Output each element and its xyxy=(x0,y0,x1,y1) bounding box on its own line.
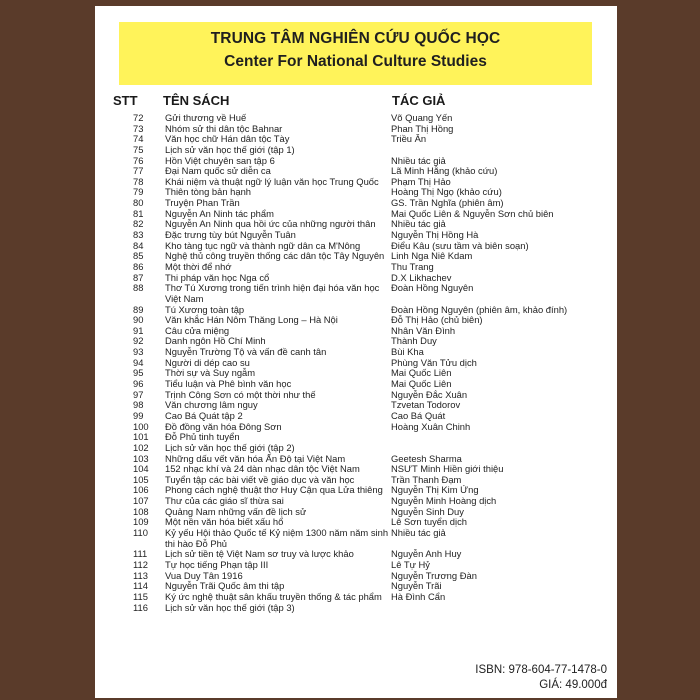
book-number: 75 xyxy=(133,143,144,155)
book-title: Khái niệm và thuật ngữ lý luận văn học Trung Quốc xyxy=(165,175,379,187)
book-title: Nguyễn An Ninh tác phẩm xyxy=(165,207,274,219)
book-list xyxy=(95,113,617,613)
book-title: Văn chương lâm nguy xyxy=(165,399,258,411)
title-header: TÊN SÁCH xyxy=(163,93,230,108)
book-title: Nguyễn Trường Tộ và vấn đề canh tân xyxy=(165,346,327,358)
book-number: 101 xyxy=(133,431,149,443)
book-number: 98 xyxy=(133,399,144,411)
book-title: Kho tàng tục ngữ và thành ngữ dân ca M'Nông xyxy=(165,239,361,251)
book-number: 76 xyxy=(133,154,144,166)
book-author: Phan Thị Hồng xyxy=(391,123,454,134)
book-number: 95 xyxy=(133,367,144,379)
book-title: Nguyễn An Ninh qua hồi ức của những người thân xyxy=(165,218,376,230)
book-number: 83 xyxy=(133,229,144,241)
book-number: 107 xyxy=(133,495,149,507)
book-title: Kỷ yếu Hội thảo Quốc tế Kỷ niệm 1300 năm năm sinh thi hào Đỗ Phủ xyxy=(165,527,389,549)
book-title: Nhóm sử thi dân tộc Bahnar xyxy=(165,122,283,134)
book-row xyxy=(95,443,617,454)
book-number: 102 xyxy=(133,441,149,453)
book-author: Điểu Kâu (sưu tầm và biên soạn) xyxy=(391,240,529,251)
book-title: Những dấu vết văn hóa Ấn Độ tại Việt Nam xyxy=(165,452,346,464)
book-number: 85 xyxy=(133,250,144,262)
book-author: Linh Nga Niê Kdam xyxy=(391,251,473,262)
isbn: ISBN: 978-604-77-1478-0 xyxy=(475,664,607,676)
book-author: Nguyễn Thị Kim Ửng xyxy=(391,485,479,496)
book-number: 106 xyxy=(133,484,149,496)
book-title: Tú Xương toàn tập xyxy=(165,303,245,315)
book-number: 74 xyxy=(133,133,144,145)
book-number: 108 xyxy=(133,505,149,517)
book-title: Đồ đồng văn hóa Đông Sơn xyxy=(165,420,282,432)
book-author: Mai Quốc Liên xyxy=(391,379,452,390)
book-title: Vua Duy Tân 1916 xyxy=(165,569,243,581)
book-author: Nguyễn Minh Hoàng dịch xyxy=(391,496,497,507)
book-row xyxy=(95,560,617,571)
book-title: Lịch sử văn học thế giới (tập 2) xyxy=(165,441,295,453)
book-title: Thời sự và Suy ngẫm xyxy=(165,367,256,379)
book-number: 80 xyxy=(133,197,144,209)
book-row xyxy=(95,262,617,273)
book-title: Thư của các giáo sĩ thừa sai xyxy=(165,495,284,507)
book-number: 82 xyxy=(133,218,144,230)
book-author: Triều Ân xyxy=(391,134,427,145)
column-headers xyxy=(95,89,617,111)
book-author: Geetesh Sharma xyxy=(391,453,462,464)
book-number: 100 xyxy=(133,420,149,432)
book-number: 114 xyxy=(133,580,148,592)
book-title: Danh ngôn Hồ Chí Minh xyxy=(165,335,266,347)
book-row xyxy=(95,411,617,422)
back-cover xyxy=(95,6,617,698)
price: GIÁ: 49.000đ xyxy=(539,679,607,691)
book-number: 89 xyxy=(133,303,144,315)
book-number: 94 xyxy=(133,356,144,368)
book-author: Võ Quang Yến xyxy=(391,113,453,123)
book-title: Đặc trưng tùy bút Nguyễn Tuân xyxy=(165,229,296,241)
book-title: Văn khắc Hán Nôm Thăng Long – Hà Nội xyxy=(165,314,338,326)
book-author: Hoàng Xuân Chinh xyxy=(391,421,471,432)
book-number: 90 xyxy=(133,314,144,326)
book-title: Ký ức nghệ thuật sân khấu truyền thống & tác phẩm xyxy=(165,590,382,602)
book-author: Mai Quốc Liên xyxy=(391,368,452,379)
book-author: Đoàn Hồng Nguyên xyxy=(391,283,474,294)
book-author: Thu Trang xyxy=(391,261,434,272)
book-number: 72 xyxy=(133,112,144,123)
book-title: Thơ Tú Xương trong tiến trình hiện đại hóa văn học Việt Nam xyxy=(165,282,380,304)
book-author: Đỗ Thị Hảo (chủ biên) xyxy=(391,315,483,326)
book-number: 110 xyxy=(133,527,148,538)
book-number: 109 xyxy=(133,516,149,528)
book-author: Đoàn Hồng Nguyên (phiên âm, khảo đính) xyxy=(391,304,568,315)
book-author: Cao Bá Quát xyxy=(391,410,446,421)
book-number: 116 xyxy=(133,601,148,613)
book-author: Lê Sơn tuyển dịch xyxy=(391,517,467,528)
book-author: Nhiều tác giả xyxy=(391,155,446,166)
book-author: GS. Trần Nghĩa (phiên âm) xyxy=(391,198,504,209)
book-author: Lã Minh Hằng (khảo cứu) xyxy=(391,166,498,177)
book-row xyxy=(95,145,617,156)
book-number: 103 xyxy=(133,452,149,464)
book-title: Quảng Nam những vấn đề lịch sử xyxy=(165,505,307,517)
book-number: 93 xyxy=(133,346,144,358)
book-title: Lịch sử văn học thế giới (tập 3) xyxy=(165,601,295,613)
book-number: 112 xyxy=(133,558,148,570)
book-title: Phong cách nghệ thuật thơ Huy Cận qua Lửa thiêng xyxy=(165,484,383,496)
book-number: 73 xyxy=(133,122,144,134)
center-title-en: Center For National Culture Studies xyxy=(224,53,487,70)
book-author: Nguyễn Thị Hồng Hà xyxy=(391,230,479,241)
book-author: Nguyễn Trãi xyxy=(391,581,442,592)
book-number: 88 xyxy=(133,282,144,294)
book-number: 113 xyxy=(133,569,148,581)
book-row xyxy=(95,592,617,603)
header-band xyxy=(119,22,592,85)
book-number: 81 xyxy=(133,207,144,219)
book-title: Người di dép cao su xyxy=(165,356,250,368)
book-title: Thi pháp văn học Nga cổ xyxy=(165,271,270,283)
book-author: Mai Quốc Liên & Nguyễn Sơn chủ biên xyxy=(391,208,554,219)
book-number: 104 xyxy=(133,463,149,475)
book-author: Thành Duy xyxy=(391,336,437,347)
book-title: 152 nhạc khí và 24 dàn nhạc dân tộc Việt Nam xyxy=(165,463,360,475)
book-number: 79 xyxy=(133,186,144,198)
book-title: Nguyễn Trãi Quốc âm thi tập xyxy=(165,580,285,592)
book-number: 105 xyxy=(133,473,149,485)
book-title: Trịnh Công Sơn có một thời như thế xyxy=(165,388,316,400)
book-number: 92 xyxy=(133,335,144,347)
book-author: Nguyễn Đắc Xuân xyxy=(391,389,468,400)
book-author: Tzvetan Todorov xyxy=(391,400,461,411)
book-title: Tiểu luận và Phê bình văn học xyxy=(165,378,292,390)
book-title: Tự học tiếng Phạn tập III xyxy=(165,558,269,570)
book-number: 111 xyxy=(133,548,148,560)
book-author: Trần Thanh Đạm xyxy=(391,474,462,485)
book-title: Lịch sử văn học thế giới (tập 1) xyxy=(165,143,295,155)
stt-header: STT xyxy=(113,93,138,108)
book-title: Thiên tòng bản hạnh xyxy=(165,186,252,198)
book-number: 91 xyxy=(133,324,144,336)
book-title: Đại Nam quốc sử diễn ca xyxy=(165,165,271,177)
book-title: Tuyển tập các bài viết về giáo dục và văn học xyxy=(165,473,355,485)
book-title: Nghệ thủ công truyền thống các dân tộc Tây Nguyên xyxy=(165,250,385,262)
book-author: D.X Likhachev xyxy=(391,272,452,283)
book-row xyxy=(95,528,617,549)
book-author: Nhân Văn Đình xyxy=(391,325,456,336)
book-number: 99 xyxy=(133,409,144,421)
book-author: Nguyễn Trương Đàn xyxy=(391,570,477,581)
book-number: 87 xyxy=(133,271,144,283)
book-number: 115 xyxy=(133,590,148,602)
book-number: 97 xyxy=(133,388,144,400)
book-author: Phùng Văn Tửu dịch xyxy=(391,357,477,368)
book-author: Lê Tự Hỷ xyxy=(391,559,430,570)
book-number: 77 xyxy=(133,165,144,177)
book-number: 96 xyxy=(133,378,144,390)
book-author: Hà Đình Cẩn xyxy=(391,591,446,602)
book-title: Hồn Việt chuyên san tập 6 xyxy=(165,154,275,166)
author-header: TÁC GIẢ xyxy=(392,93,446,108)
book-author: Nguyễn Sinh Duy xyxy=(391,506,464,517)
book-title: Cao Bá Quát tập 2 xyxy=(165,409,243,421)
book-author: NSƯT Minh Hiền giới thiệu xyxy=(391,464,504,475)
book-number: 84 xyxy=(133,239,144,251)
book-number: 78 xyxy=(133,175,144,187)
book-title: Đỗ Phủ tinh tuyển xyxy=(165,431,240,443)
book-title: Gửi thương về Huế xyxy=(165,112,247,123)
book-author: Hoàng Thị Ngọ (khảo cứu) xyxy=(391,187,502,198)
book-title: Truyện Phan Trần xyxy=(165,197,240,209)
book-author: Bùi Kha xyxy=(391,347,424,358)
center-title-vi: TRUNG TÂM NGHIÊN CỨU QUỐC HỌC xyxy=(210,30,501,47)
book-title: Văn học chữ Hán dân tộc Tày xyxy=(165,133,290,145)
book-title: Một thời để nhớ xyxy=(165,260,232,272)
book-title: Một nền văn hóa biết xấu hổ xyxy=(165,516,284,528)
book-title: Lịch sử tiền tệ Việt Nam sơ truy và lược khảo xyxy=(165,548,354,560)
book-author: Nhiều tác giả xyxy=(391,528,446,538)
book-author: Nhiều tác giả xyxy=(391,219,446,230)
book-author: Nguyễn Anh Huy xyxy=(391,549,462,560)
book-author: Phạm Thị Hảo xyxy=(391,176,451,187)
book-number: 86 xyxy=(133,260,144,272)
book-row xyxy=(95,283,617,304)
book-row xyxy=(95,603,617,614)
book-title: Câu cửa miệng xyxy=(165,324,230,336)
